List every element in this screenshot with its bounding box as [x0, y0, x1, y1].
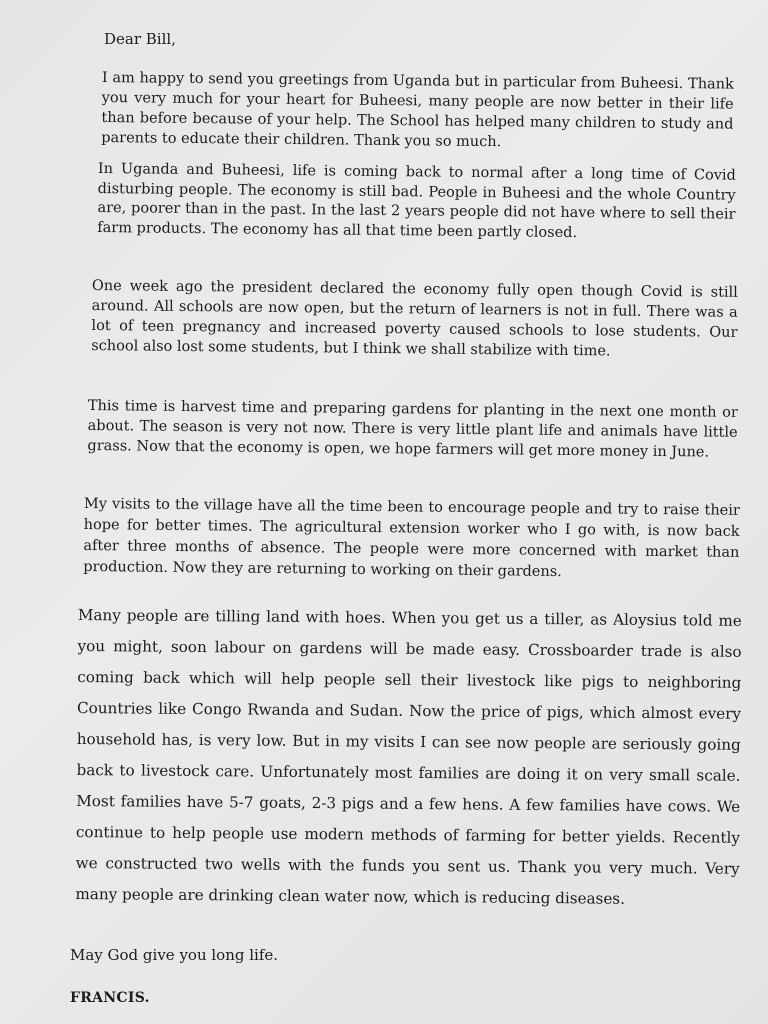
- paragraph-harvest-season: This time is harvest time and preparing gardens for planting in the next one month or about. The season is very not now. There is very little plant life and animals have little grass. Now that the economy is open, we hope farmers will get more money in June.: [87, 397, 738, 461]
- paragraph-village-visits: My visits to the village have all the time been to encourage people and try to raise their hope for better times. The agricultural extension worker who I go with, is now back after three months of absence. The people were more concerned with market than production. Now they are returning to working on their gardens.: [83, 495, 740, 581]
- letter-greeting: Dear Bill,: [104, 30, 176, 48]
- paragraph-greetings: I am happy to send you greetings from Uganda but in particular from Buheesi. Thank you very much for your heart for Buheesi, many people are now better in their life than before because of your help. The School has helped many children to study and parents to educate their children. Thank you so much.: [101, 69, 734, 151]
- letter-signature: FRANCIS.: [70, 990, 150, 1006]
- letter-closing: May God give you long life.: [70, 946, 279, 964]
- paragraph-schools-reopen: One week ago the president declared the economy fully open though Covid is still around. All schools are now open, but the return of learners is not in full. There was a lot of teen pregnancy and increased poverty caused schools to lose students. Our school also lost some students, but I think we shall stabilize with time.: [91, 277, 738, 360]
- paragraph-farming-livestock: Many people are tilling land with hoes. When you get us a tiller, as Aloysius told me you might, soon labour on gardens will be made easy. Crossboarder trade is also coming back which will help people sell their livestock like pigs to neighboring Countries like Congo Rwanda and Sudan. Now the price of pigs, which almost every household has, is very low. But in my visits I can see now people are seriously going back to livestock care. Unfortunately most families are doing it on very small scale. Most families have 5-7 goats, 2-3 pigs and a few hens. A few families have cows. We continue to help people use modern methods of farming for better yields. Recently we constructed two wells with the funds you sent us. Thank you very much. Very many people are drinking clean water now, which is reducing diseases.: [75, 605, 742, 908]
- paragraph-covid-economy: In Uganda and Buheesi, life is coming back to normal after a long time of Covid disturbing people. The economy is still bad. People in Buheesi and the whole Country are, poorer than in the past. In the last 2 years people did not have where to sell their farm products. The economy has all that time been partly closed.: [97, 160, 736, 241]
